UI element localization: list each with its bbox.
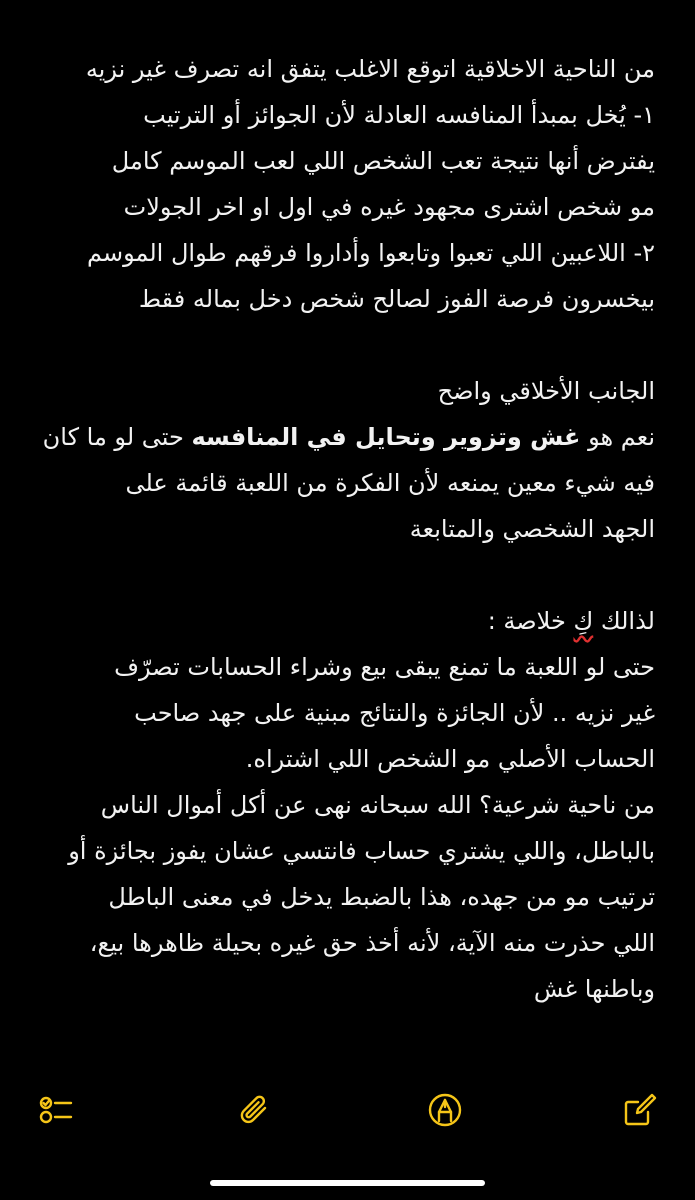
note-line: ١- يُخل بمبدأ المنافسه العادلة لأن الجوائز أو الترتيب xyxy=(143,101,655,129)
note-line: بالباطل، واللي يشتري حساب فانتسي عشان يفوز بجائزة أو xyxy=(68,837,655,865)
note-line: وباطنها غش xyxy=(533,975,655,1003)
note-line: فيه شيء معين يمنعه لأن الفكرة من اللعبة قائمة على xyxy=(125,469,655,497)
bold-text: غش وتزوير وتحايل في المنافسه xyxy=(191,423,581,451)
note-line xyxy=(40,414,655,460)
note-line: ٢- اللاعبين اللي تعبوا وتابعوا وأداروا فرقهم طوال الموسم xyxy=(87,239,655,267)
note-line: غير نزيه .. لأن الجائزة والنتائج مبنية على جهد صاحب xyxy=(134,699,655,727)
note-line: حتى لو اللعبة ما تمنع يبقى بيع وشراء الحسابات تصرّف xyxy=(114,653,655,681)
note-text: نعم هو xyxy=(580,423,655,451)
note-line: يفترض أنها نتيجة تعب الشخص اللي لعب الموسم كامل xyxy=(111,147,655,175)
bottom-toolbar xyxy=(0,1084,695,1136)
blank-line xyxy=(40,322,655,368)
note-text: حتى لو ما كان xyxy=(42,423,192,451)
blank-line xyxy=(40,552,655,598)
note-text: لذالك xyxy=(593,607,655,635)
note-line: الجانب الأخلاقي واضح xyxy=(437,377,655,405)
note-text: خلاصة : xyxy=(487,607,574,635)
note-line: مو شخص اشترى مجهود غيره في اول او اخر الجولات xyxy=(123,193,655,221)
note-line: اللي حذرت منه الآية، لأنه أخذ حق غيره بحيلة ظاهرها بيع، xyxy=(89,929,655,957)
note-line: بيخسرون فرصة الفوز لصالح شخص دخل بماله فقط xyxy=(138,285,655,313)
note-line: من الناحية الاخلاقية اتوقع الاغلب يتفق انه تصرف غير نزيه xyxy=(85,55,655,83)
spellcheck-underlined-word[interactable]: كِ xyxy=(573,607,594,635)
note-line: الجهد الشخصي والمتابعة xyxy=(409,515,655,543)
note-line xyxy=(40,598,655,644)
note-body[interactable] xyxy=(40,46,655,1012)
markup-button[interactable] xyxy=(423,1088,467,1132)
attach-button[interactable] xyxy=(233,1088,277,1132)
compose-icon xyxy=(622,1092,658,1128)
paperclip-icon xyxy=(237,1092,273,1128)
checklist-icon xyxy=(38,1092,74,1128)
note-line: الحساب الأصلي مو الشخص اللي اشتراه. xyxy=(245,745,655,773)
note-line: من ناحية شرعية؟ الله سبحانه نهى عن أكل أموال الناس xyxy=(100,791,655,819)
markup-pen-icon xyxy=(427,1092,463,1128)
note-line: ترتيب مو من جهده، هذا بالضبط يدخل في معنى الباطل xyxy=(108,883,655,911)
home-indicator[interactable] xyxy=(210,1180,485,1186)
compose-button[interactable] xyxy=(618,1088,662,1132)
checklist-button[interactable] xyxy=(34,1088,78,1132)
